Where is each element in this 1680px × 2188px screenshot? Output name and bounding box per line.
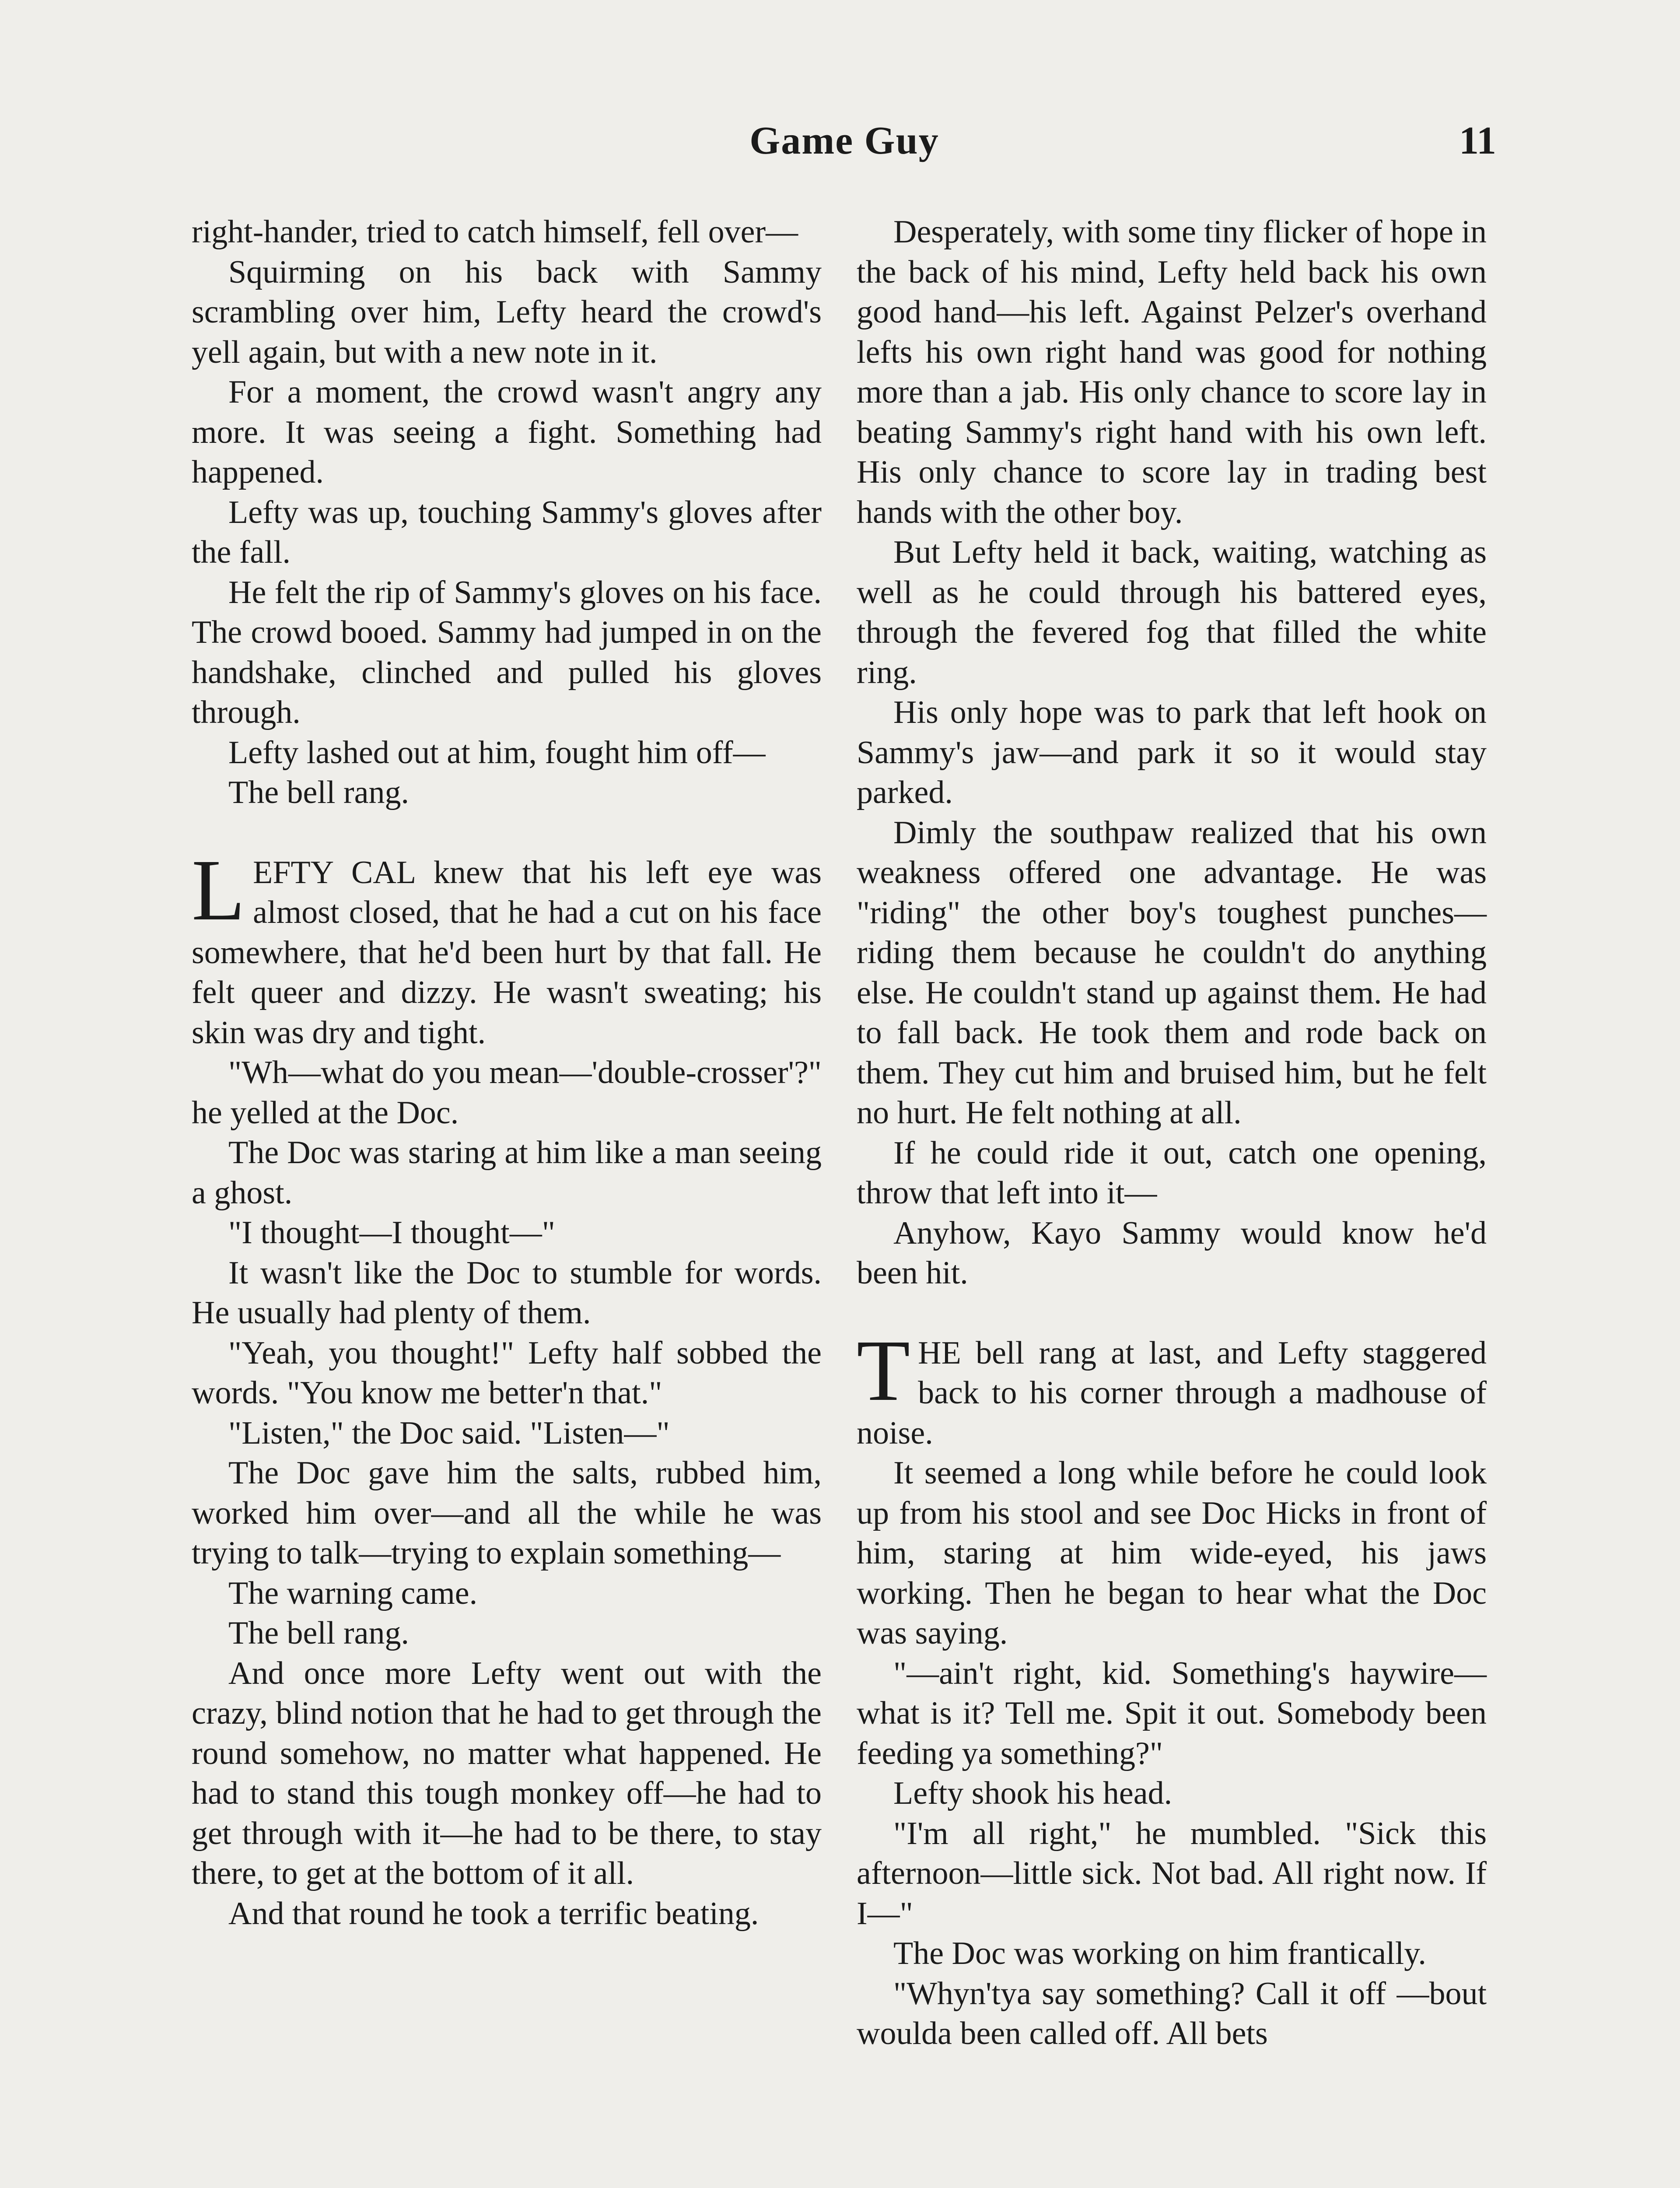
paragraph: "Wh—what do you mean—'double-crosser'?" he yelled at the Doc. (192, 1055, 822, 1131)
page-number: 11 (1459, 119, 1496, 162)
paragraph: His only hope was to park that left hook on Sammy's jaw—and park it so it would stay parked. (857, 694, 1487, 810)
paragraph-text: EFTY CAL knew that his left eye was almost closed, that he had a cut on his face somewhere, that he'd been hurt by that fall. He felt queer and dizzy. He wasn't sweating; his skin was dry and tight. (192, 854, 822, 1051)
paragraph: Squirming on his back with Sammy scrambling over him, Lefty heard the crowd's yell again, but with a new note in it. (192, 254, 822, 370)
paragraph: "I'm all right," he mumbled. "Sick this afternoon—little sick. Not bad. All right now. If I—" (857, 1815, 1487, 1932)
paragraph: Lefty was up, touching Sammy's gloves after the fall. (192, 494, 822, 570)
paragraph: The warning came. (228, 1575, 478, 1611)
paragraph: "Yeah, you thought!" Lefty half sobbed the words. "You know me better'n that." (192, 1335, 822, 1411)
paragraph: If he could ride it out, catch one opening, throw that left into it— (857, 1135, 1487, 1211)
drop-cap-letter: L (192, 842, 245, 939)
paragraph: "—ain't right, kid. Something's haywire—what is it? Tell me. Spit it out. Somebody been feeding ya something?" (857, 1655, 1487, 1771)
paragraph: Anyhow, Kayo Sammy would know he'd been hit. (857, 1215, 1487, 1291)
paragraph (192, 842, 822, 1053)
drop-cap-letter: T (857, 1322, 910, 1419)
paragraph: The Doc was working on him frantically. (893, 1936, 1426, 1971)
paragraph: "Listen," the Doc said. "Listen—" (228, 1415, 670, 1451)
page-header (192, 118, 1496, 175)
paragraph: Lefty lashed out at him, fought him off— (228, 734, 766, 771)
paragraph: It wasn't like the Doc to stumble for words. He usually had plenty of them. (192, 1255, 822, 1331)
right-text-column (857, 212, 1487, 2054)
paragraph (857, 1322, 1487, 1454)
paragraph: For a moment, the crowd wasn't angry any more. It was seeing a fight. Something had happened. (192, 374, 822, 490)
paragraph: The bell rang. (228, 775, 409, 810)
paragraph: Lefty shook his head. (893, 1775, 1172, 1811)
paragraph: The bell rang. (228, 1615, 409, 1651)
paragraph: It seemed a long while before he could look up from his stool and see Doc Hicks in front of him, staring at him wide-eyed, his jaws working. Then he began to hear what the Doc was saying. (857, 1455, 1487, 1651)
page-title: Game Guy (749, 119, 939, 162)
paragraph: But Lefty held it back, waiting, watching as well as he could through his battered eyes, through the fevered fog that filled the white ring. (857, 534, 1487, 691)
paragraph: "I thought—I thought—" (228, 1215, 555, 1251)
paragraph: Dimly the southpaw realized that his own weakness offered one advantage. He was "riding" the other boy's toughest punches—riding them because he couldn't do anything else. He couldn't stand up against them. He had to fall back. He took them and rode back on them. They cut him and bruised him, but he felt no hurt. He felt nothing at all. (857, 814, 1487, 1131)
paragraph: The Doc was staring at him like a man seeing a ghost. (192, 1135, 822, 1211)
paragraph: Desperately, with some tiny flicker of hope in the back of his mind, Lefty held back his own good hand—his left. Against Pelzer's overhand lefts his own right hand was good for nothing more than a jab. His only chance to score lay in beating Sammy's right hand with his own left. His only chance to score lay in trading best hands with the other boy. (857, 214, 1487, 530)
left-text-column (192, 212, 822, 1934)
paragraph: And once more Lefty went out with the crazy, blind notion that he had to get through the round somehow, no matter what happened. He had to stand this tough monkey off—he had to get through with it—he had to be there, to stay there, to get at the bottom of it all. (192, 1655, 822, 1891)
paragraph: The Doc gave him the salts, rubbed him, worked him over—and all the while he was trying to talk—trying to explain something— (192, 1455, 822, 1571)
paragraph: He felt the rip of Sammy's gloves on his face. The crowd booed. Sammy had jumped in on the handshake, clinched and pulled his gloves through. (192, 574, 822, 730)
paragraph-text: HE bell rang at last, and Lefty staggered back to his corner through a madhouse of noise. (857, 1335, 1487, 1451)
paragraph: right-hander, tried to catch himself, fell over— (192, 214, 798, 250)
paragraph: "Whyn'tya say something? Call it off —bout woulda been called off. All bets (857, 1975, 1487, 2051)
paragraph: And that round he took a terrific beating. (228, 1895, 759, 1932)
